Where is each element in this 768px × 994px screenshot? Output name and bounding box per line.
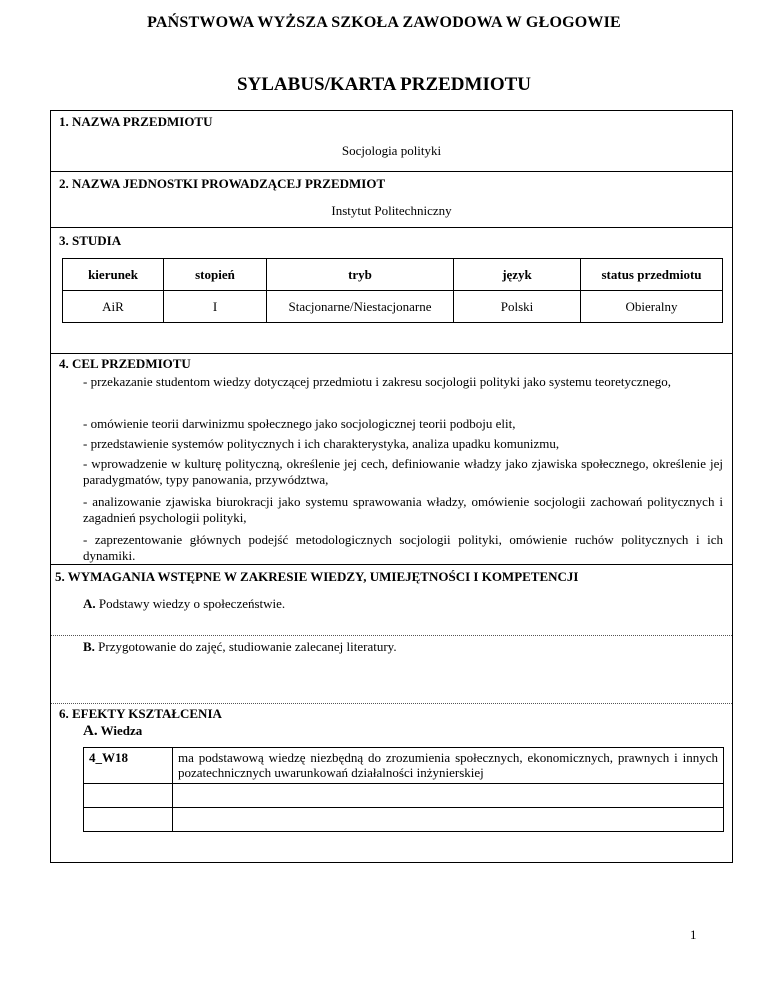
goal-item: - wprowadzenie w kulturę polityczną, określenie jej cech, definiowanie władzy jako zjawiska społecznego, określenie jej paradygmatów, typy panowania, przywództwa,: [83, 456, 723, 487]
subject-name-value: Socjologia polityki: [341, 143, 442, 158]
outcome-description: [173, 784, 724, 808]
goal-item: - zaprezentowanie głównych podejść metodologicznych socjologii polityki, omówienie ruchów politycznych i ich dynamiki.: [83, 532, 723, 563]
outcome-description: [173, 808, 724, 832]
outcome-description: ma podstawową wiedzę niezbędną do zrozumienia społecznych, ekonomicznych, prawnych i innych pozatechnicznych uwarunkowań działalności inżynierskiej: [173, 748, 724, 784]
table-row: [63, 291, 723, 323]
goal-item: - analizowanie zjawiska biurokracji jako systemu sprawowania władzy, omówienie socjologii zachowań politycznych i zagadnień psychologii polityki,: [83, 494, 723, 525]
institution-name: PAŃSTWOWA WYŻSZA SZKOŁA ZAWODOWA W GŁOGOWIE: [147, 14, 621, 31]
column-header: język: [454, 259, 581, 291]
table-cell: I: [164, 291, 267, 323]
outcome-code: [84, 808, 173, 832]
section-heading: 1. NAZWA PRZEDMIOTU: [59, 114, 213, 129]
column-header: tryb: [267, 259, 454, 291]
requirement-text: Podstawy wiedzy o społeczeństwie.: [95, 596, 286, 611]
syllabus-form: [50, 110, 733, 863]
document-title: SYLABUS/KARTA PRZEDMIOTU: [236, 74, 532, 95]
table-row: [84, 808, 724, 832]
section-subject-name: [51, 111, 732, 172]
requirement-b: [83, 639, 397, 655]
section-heading: 2. NAZWA JEDNOSTKI PROWADZĄCEJ PRZEDMIOT: [59, 176, 386, 191]
outcome-code: 4_W18: [84, 748, 173, 784]
table-row: [84, 784, 724, 808]
section-unit-name: [51, 172, 732, 228]
section-heading: 6. EFEKTY KSZTAŁCENIA: [59, 706, 222, 721]
subheading-label: Wiedza: [97, 723, 143, 738]
table-cell: AiR: [63, 291, 164, 323]
section-heading: 4. CEL PRZEDMIOTU: [59, 356, 191, 371]
table-cell: Stacjonarne/Niestacjonarne: [267, 291, 454, 323]
requirement-text: Przygotowanie do zajęć, studiowanie zalecanej literatury.: [94, 639, 397, 654]
table-cell: Polski: [454, 291, 581, 323]
requirement-label: B.: [83, 639, 95, 654]
goal-item: - omówienie teorii darwinizmu społecznego jako socjologicznej teorii podboju elit,: [83, 416, 516, 431]
outcomes-subheading: [83, 723, 142, 740]
outcome-code: [84, 784, 173, 808]
page-number: 1: [690, 927, 697, 942]
section-heading: 3. STUDIA: [59, 233, 122, 248]
table-row: [84, 748, 724, 784]
table-cell: Obieralny: [581, 291, 723, 323]
outcomes-table: [83, 747, 724, 832]
table-header-row: [63, 259, 723, 291]
requirement-label: A.: [83, 596, 96, 611]
goal-item: - przedstawienie systemów politycznych i ich charakterystyka, analiza upadku komunizmu,: [83, 436, 560, 451]
requirement-a: [83, 596, 285, 612]
column-header: status przedmiotu: [581, 259, 723, 291]
column-header: stopień: [164, 259, 267, 291]
section-heading: 5. WYMAGANIA WSTĘPNE W ZAKRESIE WIEDZY, UMIEJĘTNOŚCI I KOMPETENCJI: [55, 569, 579, 584]
column-header: kierunek: [63, 259, 164, 291]
goal-item: - przekazanie studentom wiedzy dotyczącej przedmiotu i zakresu socjologii polityki jako systemu teoretycznego,: [83, 374, 672, 389]
unit-name-value: Instytut Politechniczny: [331, 203, 452, 218]
studies-table: [62, 258, 723, 323]
subheading-letter: A.: [83, 723, 98, 739]
